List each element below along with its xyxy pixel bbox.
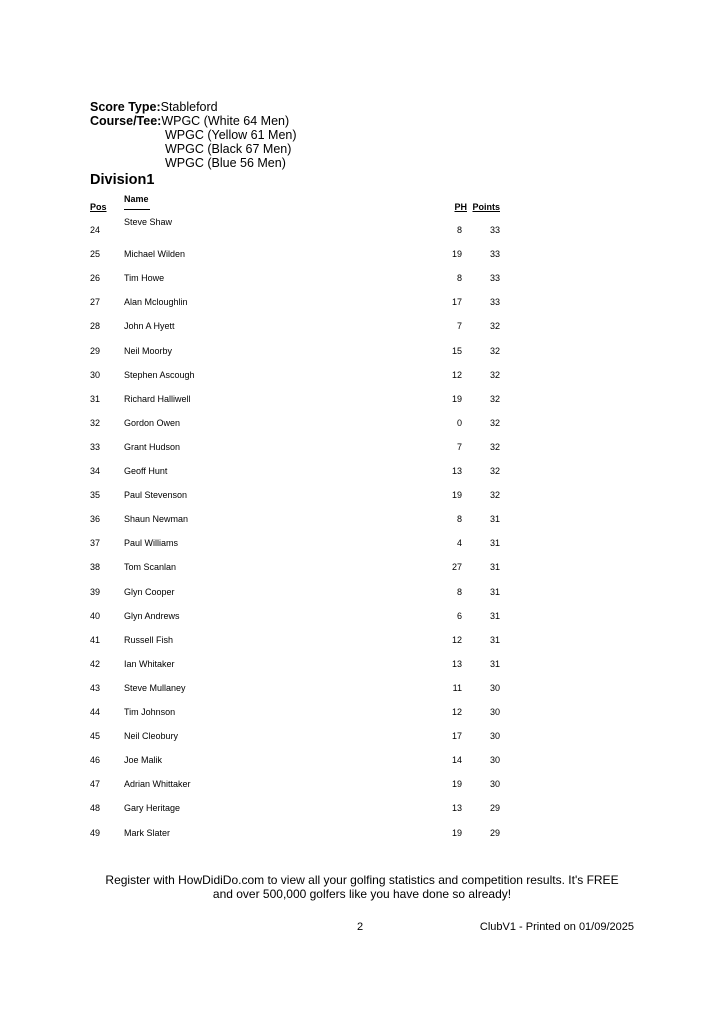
row-pos: 41	[90, 634, 101, 645]
row-points: 32	[489, 417, 500, 428]
row-pos: 25	[90, 249, 101, 260]
row-name: Tim Johnson	[124, 707, 176, 717]
score-type	[90, 100, 218, 114]
row-points: 33	[489, 225, 500, 235]
table-row	[0, 559, 724, 575]
row-ph: 19	[451, 249, 462, 260]
table-row	[0, 391, 724, 407]
table-row	[0, 487, 724, 503]
row-points: 32	[489, 321, 500, 332]
tee-1: WPGC (White 64 Men)	[161, 114, 290, 128]
table-row	[0, 217, 724, 238]
col-header-pos: Pos	[90, 202, 107, 212]
row-ph: 6	[456, 610, 462, 621]
row-pos: 33	[90, 441, 101, 452]
row-pos: 27	[90, 297, 101, 308]
row-ph: 7	[456, 441, 462, 452]
row-pos: 32	[90, 417, 101, 428]
row-name: Glyn Cooper	[124, 586, 175, 597]
table-row	[0, 680, 724, 696]
row-ph: 7	[456, 321, 462, 332]
tee-3: WPGC (Black 67 Men)	[165, 142, 292, 156]
table-row	[0, 825, 724, 841]
row-pos: 49	[90, 827, 101, 838]
tee-2: WPGC (Yellow 61 Men)	[165, 128, 297, 142]
division-title: Division1	[90, 172, 155, 188]
row-points: 31	[489, 634, 500, 645]
course-tee	[90, 114, 289, 128]
table-row	[0, 728, 724, 744]
row-pos: 47	[90, 779, 101, 790]
row-points: 32	[489, 393, 500, 404]
row-pos: 28	[90, 321, 101, 332]
row-name: Richard Halliwell	[124, 393, 191, 404]
row-points: 32	[489, 490, 500, 501]
table-row	[0, 704, 724, 720]
col-header-ph: PH	[454, 202, 467, 212]
row-name: Ian Whitaker	[124, 658, 175, 669]
row-name: Neil Cleobury	[124, 731, 179, 742]
table-row	[0, 343, 724, 359]
row-points: 30	[489, 755, 500, 766]
row-ph: 12	[451, 707, 462, 717]
row-pos: 37	[90, 538, 101, 549]
table-row	[0, 800, 724, 816]
row-name: Glyn Andrews	[124, 610, 180, 621]
row-points: 31	[489, 538, 500, 549]
name-header-rule	[124, 209, 150, 210]
table-row	[0, 584, 724, 600]
row-ph: 8	[456, 514, 462, 525]
row-pos: 48	[90, 803, 101, 814]
row-name: Shaun Newman	[124, 514, 189, 525]
table-row	[0, 367, 724, 383]
table-row	[0, 608, 724, 624]
page-number: 2	[357, 921, 364, 933]
row-points: 29	[489, 827, 500, 838]
row-name: Stephen Ascough	[124, 369, 195, 380]
table-row	[0, 535, 724, 551]
row-name: Steve Mullaney	[124, 682, 186, 693]
row-ph: 0	[456, 417, 462, 428]
row-ph: 13	[451, 803, 462, 814]
row-points: 30	[489, 731, 500, 742]
row-pos: 35	[90, 490, 101, 501]
table-row	[0, 246, 724, 262]
row-pos: 39	[90, 586, 101, 597]
row-ph: 17	[451, 731, 462, 742]
row-name: Alan Mcloughlin	[124, 297, 188, 308]
row-pos: 31	[90, 393, 101, 404]
row-name: Joe Malik	[124, 755, 163, 766]
footer-line-2: and over 500,000 golfers like you have done so already!	[212, 887, 512, 901]
row-ph: 8	[456, 586, 462, 597]
row-ph: 19	[451, 827, 462, 838]
row-points: 32	[489, 466, 500, 476]
table-row	[0, 415, 724, 431]
row-points: 32	[489, 441, 500, 452]
row-pos: 46	[90, 755, 101, 766]
footer-line-1: Register with HowDidiDo.com to view all your golfing statistics and competition results. It's FREE	[105, 873, 619, 887]
table-row	[0, 439, 724, 455]
row-ph: 17	[451, 297, 462, 308]
row-pos: 26	[90, 273, 101, 284]
row-pos: 44	[90, 707, 101, 717]
row-name: Gordon Owen	[124, 417, 181, 428]
row-name: Paul Williams	[124, 538, 179, 549]
row-ph: 14	[451, 755, 462, 766]
row-name: Adrian Whittaker	[124, 779, 191, 790]
row-name: Grant Hudson	[124, 441, 181, 452]
row-points: 31	[489, 586, 500, 597]
row-pos: 38	[90, 562, 101, 573]
row-name: Steve Shaw	[124, 217, 173, 227]
table-row	[0, 463, 724, 479]
row-ph: 19	[451, 393, 462, 404]
score-type-label: Score Type:	[90, 100, 161, 114]
row-points: 31	[489, 514, 500, 525]
row-points: 33	[489, 297, 500, 308]
printed-info: ClubV1 - Printed on 01/09/2025	[479, 921, 634, 933]
row-ph: 15	[451, 345, 462, 356]
row-points: 33	[489, 249, 500, 260]
row-points: 31	[489, 658, 500, 669]
table-row	[0, 656, 724, 672]
row-ph: 13	[451, 466, 462, 476]
row-ph: 12	[451, 369, 462, 380]
row-pos: 45	[90, 731, 101, 742]
row-name: Geoff Hunt	[124, 466, 168, 476]
row-ph: 12	[451, 634, 462, 645]
row-ph: 8	[456, 273, 462, 284]
row-pos: 30	[90, 369, 101, 380]
row-name: Neil Moorby	[124, 345, 173, 356]
row-name: Tom Scanlan	[124, 562, 177, 573]
row-ph: 8	[456, 225, 462, 235]
course-tee-label: Course/Tee:	[90, 114, 162, 128]
row-pos: 42	[90, 658, 101, 669]
row-points: 30	[489, 707, 500, 717]
row-points: 29	[489, 803, 500, 814]
score-type-value: Stableford	[160, 100, 218, 114]
row-pos: 40	[90, 610, 101, 621]
row-name: Russell Fish	[124, 634, 174, 645]
row-name: Michael Wilden	[124, 249, 186, 260]
row-ph: 27	[451, 562, 462, 573]
row-name: Gary Heritage	[124, 803, 181, 814]
row-points: 32	[489, 369, 500, 380]
row-ph: 13	[451, 658, 462, 669]
row-points: 31	[489, 562, 500, 573]
table-row	[0, 270, 724, 286]
row-points: 30	[489, 682, 500, 693]
footer-note	[0, 873, 724, 901]
row-pos: 29	[90, 345, 101, 356]
row-name: Tim Howe	[124, 273, 165, 284]
row-ph: 19	[451, 490, 462, 501]
row-points: 31	[489, 610, 500, 621]
row-name: John A Hyett	[124, 321, 175, 332]
row-points: 30	[489, 779, 500, 790]
row-points: 32	[489, 345, 500, 356]
row-name: Paul Stevenson	[124, 490, 188, 501]
table-row	[0, 511, 724, 527]
row-ph: 19	[451, 779, 462, 790]
row-pos: 36	[90, 514, 101, 525]
row-name: Mark Slater	[124, 827, 171, 838]
table-row	[0, 294, 724, 310]
row-ph: 4	[456, 538, 462, 549]
row-pos: 43	[90, 682, 101, 693]
row-points: 33	[489, 273, 500, 284]
row-pos: 24	[90, 225, 101, 235]
table-row	[0, 776, 724, 792]
row-pos: 34	[90, 466, 101, 476]
row-ph: 11	[452, 682, 462, 693]
col-header-points: Points	[472, 202, 500, 212]
tee-4: WPGC (Blue 56 Men)	[165, 156, 286, 170]
col-header-name: Name	[124, 194, 149, 204]
table-row	[0, 318, 724, 334]
table-row	[0, 752, 724, 768]
table-row	[0, 632, 724, 648]
